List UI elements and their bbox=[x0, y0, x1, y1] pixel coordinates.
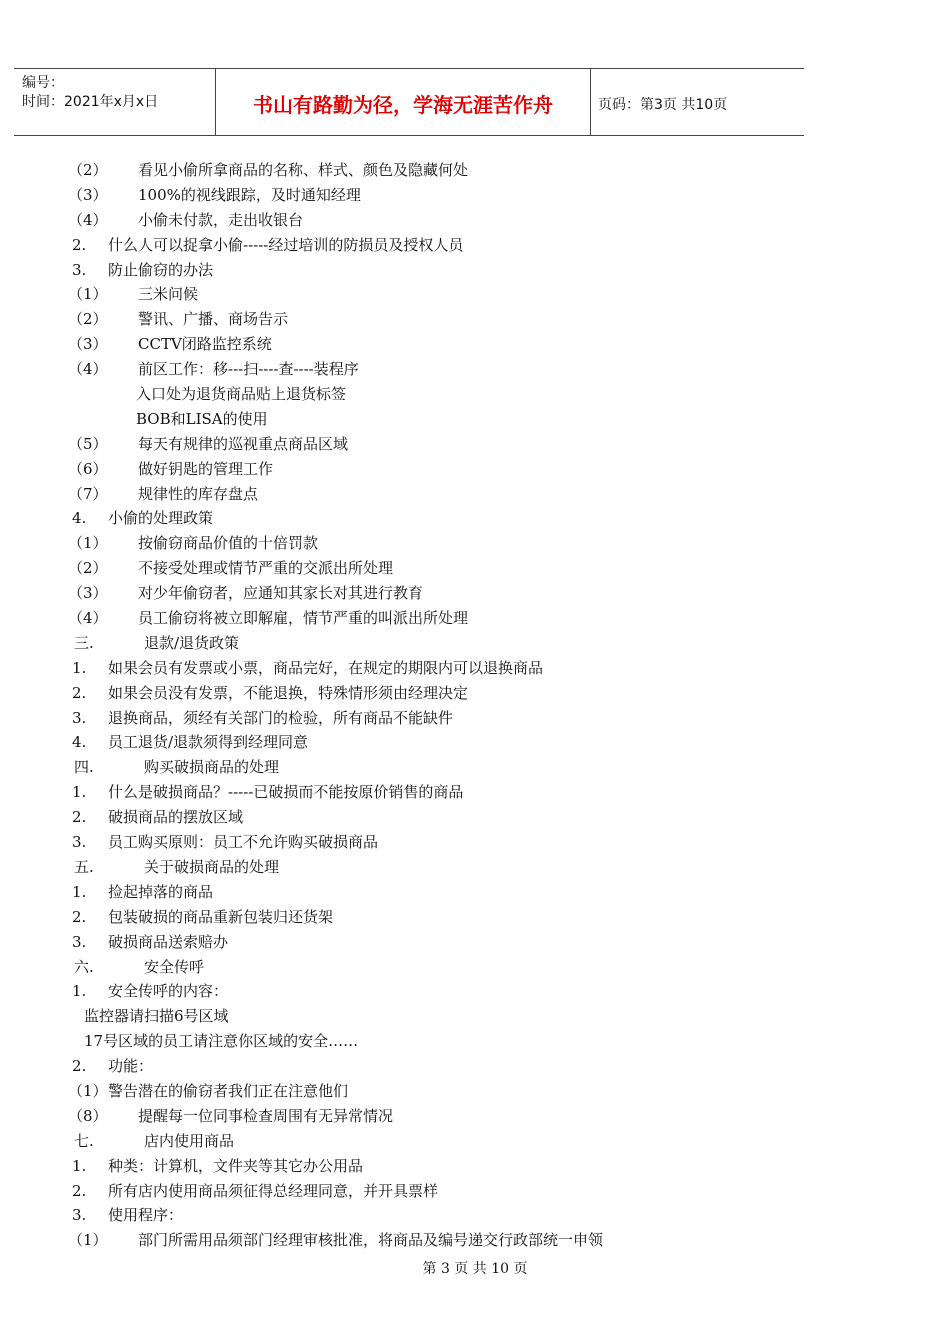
line-text: 前区工作：移---扫----查----装程序 bbox=[138, 360, 359, 379]
document-line bbox=[70, 282, 830, 307]
line-text: 警告潜在的偷窃者我们正在注意他们 bbox=[108, 1081, 349, 1100]
line-number: 4. bbox=[72, 733, 87, 752]
document-date-label: 时间：2021年x月x日 bbox=[22, 94, 159, 110]
line-number: 3. bbox=[72, 260, 87, 279]
line-number: 1. bbox=[72, 783, 87, 802]
document-line bbox=[70, 1054, 830, 1079]
line-text: 破损商品送索赔办 bbox=[108, 932, 229, 951]
document-line bbox=[70, 258, 830, 283]
document-line bbox=[70, 1228, 830, 1253]
document-line bbox=[70, 1203, 830, 1228]
line-number: 3. bbox=[72, 1206, 87, 1225]
document-line bbox=[70, 979, 830, 1004]
line-number: （1） bbox=[68, 285, 108, 304]
line-text: 100%的视线跟踪，及时通知经理 bbox=[138, 185, 361, 204]
document-line bbox=[70, 482, 830, 507]
line-number: 1. bbox=[72, 658, 87, 677]
document-line bbox=[70, 681, 830, 706]
line-number: 2. bbox=[72, 808, 87, 827]
document-number-label: 编号： bbox=[22, 75, 64, 91]
document-line bbox=[70, 1179, 830, 1204]
line-text: 店内使用商品 bbox=[144, 1131, 235, 1150]
document-line bbox=[70, 531, 830, 556]
document-line bbox=[70, 880, 830, 905]
line-text: BOB和LISA的使用 bbox=[136, 409, 268, 428]
line-text: 功能： bbox=[108, 1057, 154, 1076]
line-text: 所有店内使用商品须征得总经理同意，并开具票样 bbox=[108, 1181, 439, 1200]
document-line bbox=[70, 606, 830, 631]
line-text: 小偷未付款，走出收银台 bbox=[138, 210, 304, 229]
line-number: 五. bbox=[74, 857, 94, 876]
line-text: 警讯、广播、商场告示 bbox=[138, 310, 289, 329]
document-line bbox=[70, 208, 830, 233]
document-line bbox=[70, 357, 830, 382]
line-number: 2. bbox=[72, 1181, 87, 1200]
line-number: 2. bbox=[72, 683, 87, 702]
line-number: 3. bbox=[72, 833, 87, 852]
line-number: （8） bbox=[68, 1106, 108, 1125]
line-text: 按偷窃商品价值的十倍罚款 bbox=[138, 534, 319, 553]
document-line bbox=[70, 506, 830, 531]
line-number: 2. bbox=[72, 907, 87, 926]
document-line bbox=[70, 805, 830, 830]
document-line bbox=[70, 855, 830, 880]
document-line bbox=[70, 432, 830, 457]
line-number: 三. bbox=[74, 633, 94, 652]
document-line bbox=[70, 780, 830, 805]
document-line bbox=[70, 332, 830, 357]
line-number: （3） bbox=[68, 335, 108, 354]
document-line bbox=[70, 730, 830, 755]
line-number: （1） bbox=[68, 1231, 108, 1250]
document-line bbox=[70, 158, 830, 183]
document-body bbox=[70, 158, 830, 1253]
document-line bbox=[70, 656, 830, 681]
line-number: 4. bbox=[72, 509, 87, 528]
line-number: 2. bbox=[72, 1057, 87, 1076]
line-text: 入口处为退货商品贴上退货标签 bbox=[136, 385, 347, 404]
line-number: 四. bbox=[74, 758, 94, 777]
line-text: 安全传呼的内容： bbox=[108, 982, 229, 1001]
header-page-cell bbox=[590, 69, 804, 135]
line-text: 监控器请扫描6号区域 bbox=[84, 1007, 229, 1026]
document-line bbox=[70, 955, 830, 980]
line-number: （1） bbox=[68, 1081, 108, 1100]
line-number: 七. bbox=[74, 1131, 94, 1150]
document-line bbox=[70, 1154, 830, 1179]
document-line bbox=[70, 1029, 830, 1054]
line-number: 1. bbox=[72, 882, 87, 901]
line-number: 3. bbox=[72, 932, 87, 951]
document-line bbox=[70, 706, 830, 731]
document-line bbox=[70, 1079, 830, 1104]
document-line bbox=[70, 307, 830, 332]
document-line bbox=[70, 1104, 830, 1129]
line-text: 包装破损的商品重新包装归还货架 bbox=[108, 907, 334, 926]
line-number: （5） bbox=[68, 434, 108, 453]
line-text: 规律性的库存盘点 bbox=[138, 484, 259, 503]
page-header bbox=[14, 68, 804, 136]
line-text: 对少年偷窃者，应通知其家长对其进行教育 bbox=[138, 584, 424, 603]
line-text: 捡起掉落的商品 bbox=[108, 882, 214, 901]
line-number: （7） bbox=[68, 484, 108, 503]
line-text: 看见小偷所拿商品的名称、样式、颜色及隐藏何处 bbox=[138, 161, 469, 179]
line-text: 使用程序： bbox=[108, 1206, 184, 1225]
line-text: 做好钥匙的管理工作 bbox=[138, 459, 274, 478]
line-number: （3） bbox=[68, 185, 108, 204]
line-number: （3） bbox=[68, 584, 108, 603]
header-motto-cell bbox=[215, 69, 591, 135]
document-line bbox=[70, 1129, 830, 1154]
document-line bbox=[70, 457, 830, 482]
document-line bbox=[70, 183, 830, 208]
line-text: 防止偷窃的办法 bbox=[108, 260, 214, 279]
line-text: 如果会员没有发票，不能退换，特殊情形须由经理决定 bbox=[108, 683, 469, 702]
document-line bbox=[70, 631, 830, 656]
document-line bbox=[70, 407, 830, 432]
line-number: （6） bbox=[68, 459, 108, 478]
line-text: 小偷的处理政策 bbox=[108, 509, 214, 528]
document-line bbox=[70, 233, 830, 258]
line-number: 1. bbox=[72, 1156, 87, 1175]
line-text: 种类：计算机，文件夹等其它办公用品 bbox=[108, 1156, 364, 1175]
line-number: （2） bbox=[68, 559, 108, 578]
line-text: 安全传呼 bbox=[144, 957, 205, 976]
header-meta-cell bbox=[14, 69, 214, 135]
document-line bbox=[70, 1004, 830, 1029]
line-text: 员工退货/退款须得到经理同意 bbox=[108, 733, 309, 752]
line-text: 如果会员有发票或小票，商品完好，在规定的期限内可以退换商品 bbox=[108, 658, 544, 677]
header-page-info: 页码：第3页 共10页 bbox=[598, 97, 728, 113]
line-text: 关于破损商品的处理 bbox=[144, 857, 280, 876]
line-text: 不接受处理或情节严重的交派出所处理 bbox=[138, 559, 394, 578]
line-number: 2. bbox=[72, 235, 87, 254]
line-text: 什么人可以捉拿小偷-----经过培训的防损员及授权人员 bbox=[108, 235, 464, 254]
line-text: 提醒每一位同事检查周围有无异常情况 bbox=[138, 1106, 394, 1125]
line-number: （4） bbox=[68, 210, 108, 229]
line-text: CCTV闭路监控系统 bbox=[138, 335, 272, 354]
line-number: （4） bbox=[68, 360, 108, 379]
line-text: 什么是破损商品？-----已破损而不能按原价销售的商品 bbox=[108, 783, 464, 802]
line-text: 部门所需用品须部门经理审核批准，将商品及编号递交行政部统一申领 bbox=[138, 1231, 604, 1250]
line-number: （4） bbox=[68, 609, 108, 628]
document-line bbox=[70, 905, 830, 930]
line-text: 17号区域的员工请注意你区域的安全…… bbox=[84, 1032, 359, 1051]
document-line bbox=[70, 556, 830, 581]
document-line bbox=[70, 382, 830, 407]
line-number: （1） bbox=[68, 534, 108, 553]
line-text: 退款/退货政策 bbox=[144, 633, 240, 652]
line-text: 退换商品，须经有关部门的检验，所有商品不能缺件 bbox=[108, 708, 454, 727]
line-number: 六. bbox=[74, 957, 94, 976]
document-line bbox=[70, 581, 830, 606]
page-footer: 第 3 页 共 10 页 bbox=[422, 1261, 528, 1277]
motto-text: 书山有路勤为径，学海无涯苦作舟 bbox=[253, 93, 553, 117]
line-text: 员工购买原则：员工不允许购买破损商品 bbox=[108, 833, 379, 852]
line-number: 1. bbox=[72, 982, 87, 1001]
document-line bbox=[70, 830, 830, 855]
line-text: 破损商品的摆放区域 bbox=[108, 808, 244, 827]
document-line bbox=[70, 930, 830, 955]
line-number: 3. bbox=[72, 708, 87, 727]
line-text: 每天有规律的巡视重点商品区域 bbox=[138, 434, 349, 453]
line-number: （2） bbox=[68, 310, 108, 329]
line-text: 三米问候 bbox=[138, 285, 199, 304]
line-text: 购买破损商品的处理 bbox=[144, 758, 280, 777]
line-number: （2） bbox=[68, 161, 108, 179]
line-text: 员工偷窃将被立即解雇，情节严重的叫派出所处理 bbox=[138, 609, 469, 628]
document-line bbox=[70, 755, 830, 780]
